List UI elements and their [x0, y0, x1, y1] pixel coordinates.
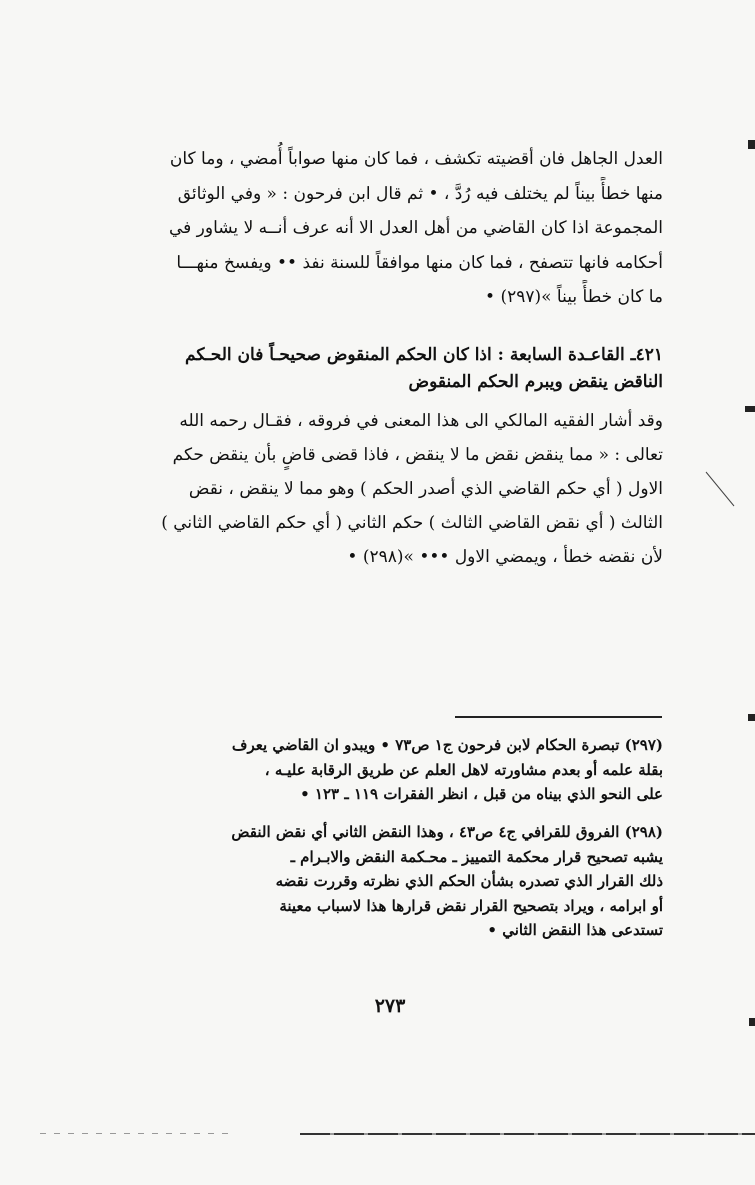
heading-line: الناقض ينقض ويبرم الحكم المنقوض [408, 372, 663, 392]
footnote-line: يشبه تصحيح قرار محكمة التمييز ـ محـكمة النقض والابـرام ـ [290, 847, 663, 866]
footnote-line: (٢٩٧) تبصرة الحكام لابن فرحون ج١ ص٧٣ • ويبدو ان القاضي يعرف [231, 736, 663, 754]
text-line: أحكامه فانها تتصفح ، فما كان منها موافقاً للسنة نفذ •• ويفسخ منهـــا [176, 252, 663, 273]
stray-stroke [700, 470, 740, 510]
footnote-298 [135, 820, 663, 943]
footnote-line: أو ابرامه ، ويراد بتصحيح القرار نقض قرارها هذا لاسباب معينة [279, 896, 663, 915]
scan-mark [749, 1018, 755, 1026]
footnote-line: (٢٩٨) الفروق للقرافي ج٤ ص٤٣ ، وهذا النقض الثاني أي نقض النقض [231, 823, 663, 841]
footnote-line: على النحو الذي بيناه من قبل ، انظر الفقرات ١١٩ ـ ١٢٣ • [300, 785, 663, 803]
footnote-line: تستدعى هذا النقض الثاني • [487, 921, 663, 939]
scan-mark [745, 406, 755, 412]
scan-edge [300, 1133, 755, 1135]
body-paragraph-1 [135, 142, 663, 315]
text-line: تعالى : « مما ينقض نقض ما لا ينقض ، فاذا قضى قاضٍ بأن ينقض حكم [172, 445, 663, 465]
footnote-297 [135, 733, 663, 807]
text-line: الثالث ( أي نقض القاضي الثالث ) حكم الثاني ( أي حكم القاضي الثاني ) [161, 513, 663, 533]
footnote-divider [455, 716, 662, 718]
text-line: العدل الجاهل فان أقضيته تكشف ، فما كان منها صواباً أُمضي ، وما كان [169, 149, 663, 169]
text-line: وقد أشار الفقيه المالكي الى هذا المعنى في فروقه ، فقـال رحمه الله [179, 411, 663, 431]
body-paragraph-2 [135, 404, 663, 574]
footnote-line: ذلك القرار الذي تصدره بشأن الحكم الذي نظرته وقررت نقضه [275, 872, 663, 890]
footnote-line: بقلة علمه أو بعدم مشاورته لاهل العلم عن طريق الرقابة عليـه ، [264, 760, 663, 779]
text-line: ما كان خطأً بيناً »(٢٩٧) • [485, 287, 663, 307]
scan-mark [748, 714, 755, 721]
scan-mark [748, 140, 755, 149]
heading-line: ٤٢١ـ القاعـدة السابعة : اذا كان الحكم المنقوض صحيحـاً فان الحـكم [185, 345, 663, 365]
text-line: الاول ( أي حكم القاضي الذي أصدر الحكم ) وهو مما لا ينقض ، نقض [188, 479, 663, 499]
page-number: ٢٧٣ [374, 995, 406, 1017]
scan-edge [40, 1133, 230, 1134]
rule-heading [135, 342, 663, 396]
text-line: المجموعة اذا كان القاضي من أهل العدل الا أنه عرف أنــه لا يشاور في [168, 218, 663, 238]
text-line: لأن نقضه خطأ ، ويمضي الاول ••• »(٢٩٨) • [347, 547, 663, 567]
text-line: منها خطأً بيناً لم يختلف فيه رُدَّ ، • ثم قال ابن فرحون : « وفي الوثائق [177, 183, 663, 204]
